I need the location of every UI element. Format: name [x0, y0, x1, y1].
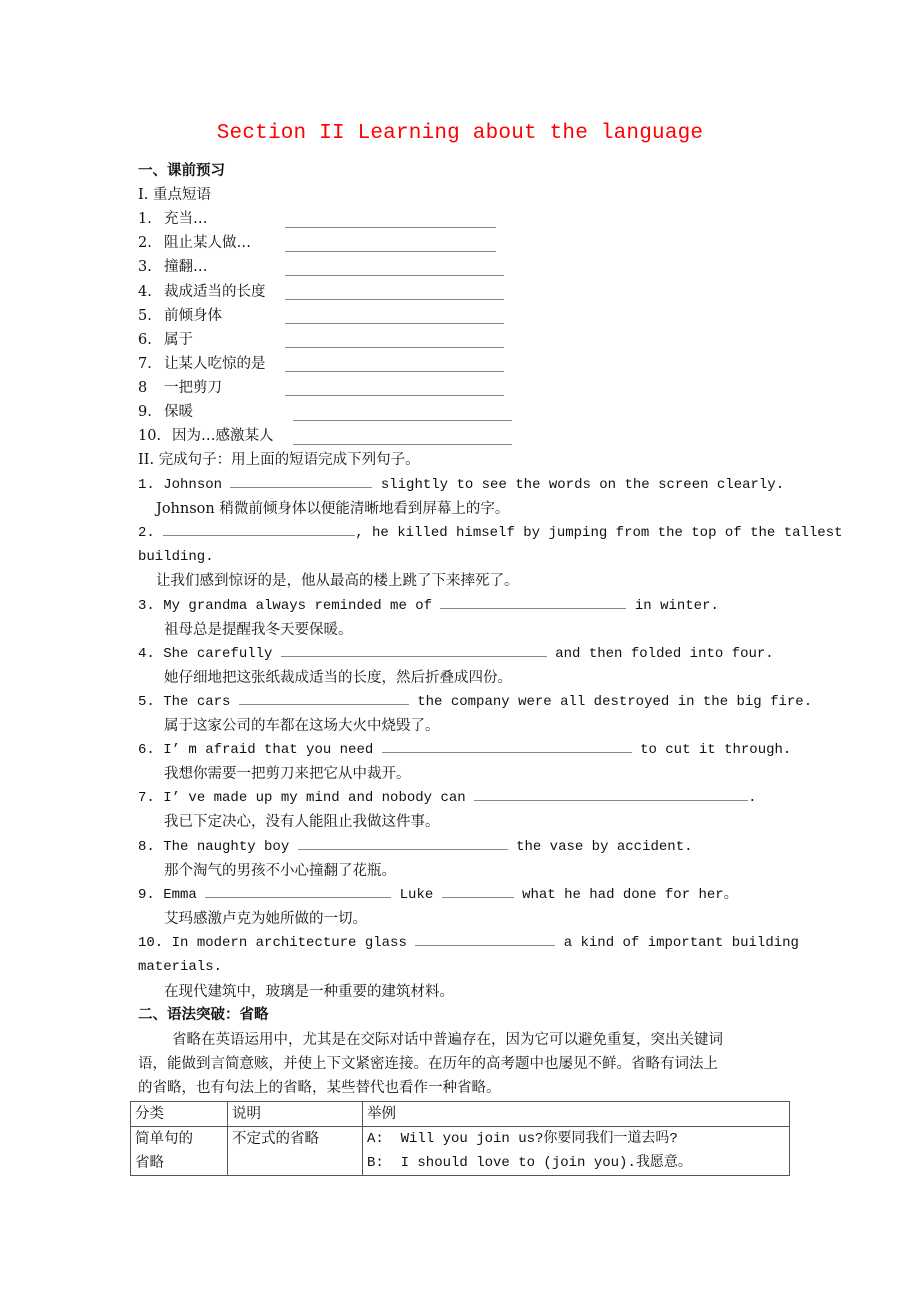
sentence-text: She carefully: [163, 646, 273, 662]
phrase-number: 5.: [138, 308, 152, 324]
sentence-text: the company were all destroyed in the big fire.: [417, 694, 813, 710]
table-cell-examples: [363, 1127, 790, 1176]
table-header-cell: 分类: [131, 1102, 228, 1127]
table-header-cell: 说明: [228, 1102, 363, 1127]
phrase-label: 撞翻…: [164, 259, 208, 275]
phrase-number: 1.: [138, 211, 152, 227]
answer-blank[interactable]: [230, 473, 372, 488]
sentence-item: [138, 738, 791, 762]
sentence-translation: 让我们感到惊讶的是，他从最高的楼上跳了下来摔死了。: [156, 573, 519, 589]
sentence-translation: 我已下定决心，没有人能阻止我做这件事。: [164, 814, 440, 830]
sentence-text: Luke: [399, 887, 434, 903]
answer-blank[interactable]: [205, 883, 391, 898]
sentence-translation: 她仔细地把这张纸裁成适当的长度，然后折叠成四份。: [164, 670, 512, 686]
answer-blank[interactable]: [285, 371, 504, 372]
sentence-text: In modern architecture glass: [171, 935, 407, 951]
sentence-text: a kind of important building: [563, 935, 799, 951]
answer-blank[interactable]: [285, 275, 504, 276]
sentence-translation: 祖母总是提醒我冬天要保暖。: [164, 622, 353, 638]
sentence-number: 4.: [138, 646, 155, 662]
sentence-item: [138, 642, 774, 666]
sentence-number: 5.: [138, 694, 155, 710]
table-row: [131, 1127, 790, 1176]
sentence-text: I’ ve made up my mind and nobody can: [163, 790, 466, 806]
sentence-text: in winter.: [634, 598, 719, 614]
paragraph-line: 的省略，也有句法上的省略，某些替代也看作一种省略。: [138, 1080, 501, 1096]
paragraph-line: 语，能做到言简意赅，并使上下文紧密连接。在历年的高考题中也屡见不鲜。省略有词法上: [138, 1056, 718, 1072]
phrase-number: 7.: [138, 356, 152, 372]
answer-blank[interactable]: [382, 738, 632, 753]
sentence-number: 9.: [138, 887, 155, 903]
example-line: B: I should love to (join you).我愿意。: [367, 1155, 692, 1171]
answer-blank[interactable]: [440, 594, 626, 609]
answer-blank[interactable]: [285, 323, 504, 324]
sentence-text: .: [748, 790, 757, 806]
phrase-number: 2.: [138, 235, 152, 251]
phrase-item: [138, 376, 518, 400]
sentence-item: [138, 883, 738, 907]
sentence-continuation: materials.: [138, 959, 223, 975]
answer-blank[interactable]: [293, 420, 512, 421]
answer-blank[interactable]: [163, 521, 355, 536]
phrase-item: [138, 328, 518, 352]
sentence-translation: Johnson 稍微前倾身体以便能清晰地看到屏幕上的字。: [156, 501, 510, 517]
phrase-item: [138, 352, 518, 376]
sentence-translation: 我想你需要一把剪刀来把它从中裁开。: [164, 766, 411, 782]
table-cell-category: [131, 1127, 228, 1176]
phrase-label: 一把剪刀: [164, 380, 222, 396]
phrase-label: 裁成适当的长度: [164, 284, 266, 300]
sentence-translation: 艾玛感激卢克为她所做的一切。: [164, 911, 367, 927]
sentence-item: [138, 786, 756, 810]
sentence-item: [138, 835, 693, 859]
sentence-text: to cut it through.: [640, 742, 792, 758]
answer-blank[interactable]: [285, 395, 504, 396]
sentence-number: 3.: [138, 598, 155, 614]
phrase-label: 前倾身体: [164, 308, 222, 324]
phrase-label: 充当…: [164, 211, 208, 227]
answer-blank[interactable]: [239, 690, 409, 705]
phrase-label: 让某人吃惊的是: [164, 356, 266, 372]
phrase-number: 4.: [138, 284, 152, 300]
cell-text: 简单句的: [135, 1131, 193, 1147]
sentence-text: what he had done for her。: [522, 887, 738, 903]
section1-heading: 一、课前预习: [138, 163, 225, 179]
answer-blank[interactable]: [281, 642, 547, 657]
sentence-text: I’ m afraid that you need: [163, 742, 374, 758]
answer-blank[interactable]: [415, 931, 555, 946]
sentence-text: The cars: [163, 694, 231, 710]
page-title: Section II Learning about the language: [216, 122, 704, 145]
section2-heading: 二、语法突破：省略: [138, 1007, 269, 1023]
answer-blank[interactable]: [442, 883, 514, 898]
sentence-number: 7.: [138, 790, 155, 806]
sentence-number: 1.: [138, 477, 155, 493]
sentence-text: Emma: [163, 887, 197, 903]
sentence-text: The naughty boy: [163, 839, 290, 855]
phrase-number: 10.: [138, 428, 162, 444]
table-header-cell: 举例: [363, 1102, 790, 1127]
sentence-continuation: building.: [138, 549, 214, 565]
sentence-number: 2.: [138, 525, 155, 541]
sentence-number: 8.: [138, 839, 155, 855]
phrase-number: 9.: [138, 404, 152, 420]
table-header-row: [131, 1102, 790, 1127]
sentence-translation: 在现代建筑中，玻璃是一种重要的建筑材料。: [164, 984, 454, 1000]
answer-blank[interactable]: [285, 227, 496, 228]
sentence-text: the vase by accident.: [516, 839, 693, 855]
phrase-number: 6.: [138, 332, 152, 348]
cell-text: 省略: [135, 1155, 164, 1171]
answer-blank[interactable]: [298, 835, 508, 850]
sentence-item: [138, 473, 784, 497]
paragraph-line: 省略在英语运用中，尤其是在交际对话中普遍存在，因为它可以避免重复，突出关键词: [172, 1032, 723, 1048]
phrase-label: 因为…感激某人: [172, 428, 274, 444]
answer-blank[interactable]: [474, 786, 748, 801]
sentence-number: 6.: [138, 742, 155, 758]
phrase-number: 8: [138, 380, 148, 396]
part2-heading: II. 完成句子：用上面的短语完成下列句子。: [138, 452, 420, 468]
phrase-label: 保暖: [164, 404, 193, 420]
answer-blank[interactable]: [293, 444, 512, 445]
sentence-item: [138, 690, 812, 714]
table-cell-explanation: 不定式的省略: [228, 1127, 363, 1176]
sentence-item: [138, 931, 799, 955]
sentence-text: slightly to see the words on the screen clearly.: [380, 477, 785, 493]
grammar-table: [130, 1101, 790, 1176]
phrase-label: 阻止某人做…: [164, 235, 251, 251]
sentence-text: , he killed himself by jumping from the top of the tallest: [355, 525, 843, 541]
sentence-item: [138, 594, 719, 618]
part1-heading: I. 重点短语: [138, 187, 211, 203]
sentence-text: My grandma always reminded me of: [163, 598, 433, 614]
answer-blank[interactable]: [285, 299, 504, 300]
sentence-text: Johnson: [163, 477, 223, 493]
answer-blank[interactable]: [285, 347, 504, 348]
sentence-translation: 那个淘气的男孩不小心撞翻了花瓶。: [164, 863, 396, 879]
sentence-number: 10.: [138, 935, 164, 951]
sentence-translation: 属于这家公司的车都在这场大火中烧毁了。: [164, 718, 440, 734]
phrase-label: 属于: [164, 332, 193, 348]
answer-blank[interactable]: [285, 251, 496, 252]
phrase-number: 3.: [138, 259, 152, 275]
sentence-text: and then folded into four.: [555, 646, 774, 662]
sentence-item: [138, 521, 843, 545]
phrase-item: [138, 304, 518, 328]
phrase-item: [138, 280, 518, 304]
example-line: A: Will you join us?你要同我们一道去吗?: [367, 1131, 678, 1147]
